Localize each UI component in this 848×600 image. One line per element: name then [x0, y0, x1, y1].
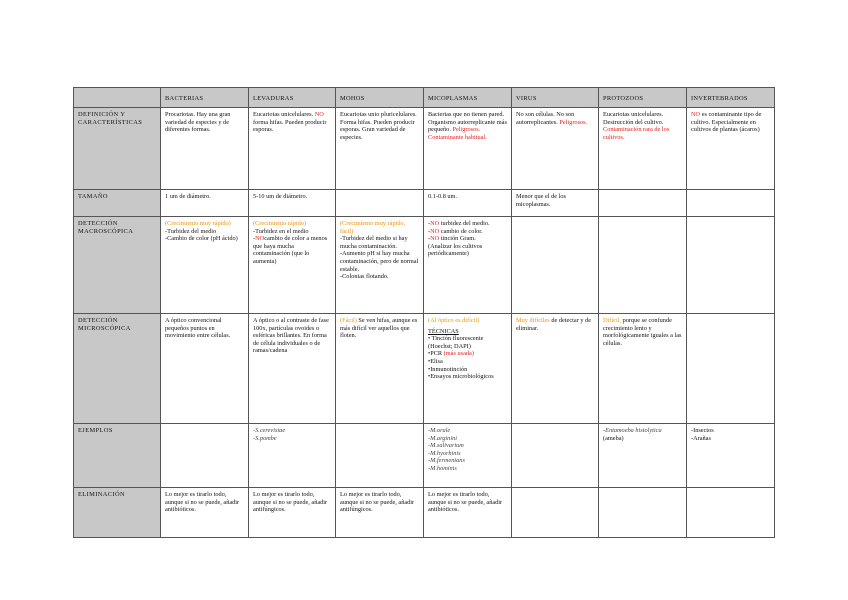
cell-tamano-protozoos	[599, 190, 687, 217]
cell-ejemplos-invertebrados	[687, 424, 775, 488]
cell-tamano-bacterias: 1 um de diámetro.	[161, 190, 249, 217]
macro-micoplasmas-no-3: NO	[430, 235, 440, 243]
macro-bacterias-note: (Crecimiento muy rápido)	[165, 220, 231, 227]
micro-micoplasmas-line-2: •PCR	[428, 350, 443, 358]
ejemplo-protozoo-note: (ameba)	[603, 434, 624, 442]
micro-virus-note: Muy difíciles	[516, 317, 550, 324]
definicion-levaduras-text-2: forma hifas. Pueden producir esporas.	[253, 118, 327, 134]
macro-mohos-line-2: -Aumento pH si hay mucha contaminación, pero de normal estable.	[340, 250, 419, 273]
macro-levaduras-note: (Crecimiento rápido)	[253, 220, 306, 227]
cell-ejemplos-levaduras	[249, 424, 336, 488]
row-label-micro: DETECCIÓN MICROSCÓPICA	[74, 314, 161, 424]
definicion-protozoos-warning: Contaminación rara de los cultivos.	[603, 126, 670, 141]
cell-tamano-virus: Menor que el de los micoplasmas.	[512, 190, 599, 217]
micro-micoplasmas-line-5: •Ensayos microbiológicos	[428, 373, 494, 381]
row-label-definicion: DEFINICIÓN Y CARACTERÍSTICAS	[74, 108, 161, 190]
cell-micro-micoplasmas	[424, 314, 512, 424]
ejemplo-micoplasma-3: -M.salivarium	[428, 442, 464, 450]
macro-levaduras-line-2: cambio de color a menos que haya mucha contaminación (que lo aumenta)	[253, 235, 328, 265]
macro-micoplasmas-line-4: (Analizar los cultivos periódicamente)	[428, 242, 483, 258]
cell-definicion-protozoos	[599, 108, 687, 190]
cell-micro-virus	[512, 314, 599, 424]
cell-ejemplos-mohos	[336, 424, 424, 488]
ejemplo-micoplasma-1: -M.orale	[428, 427, 451, 434]
header-protozoos: PROTOZOOS	[599, 88, 687, 108]
definicion-invertebrados-no: NO	[691, 111, 701, 118]
micro-protozoos-note: Difícil,	[603, 317, 622, 324]
cell-macro-protozoos	[599, 217, 687, 314]
cell-eliminacion-bacterias: Lo mejor es tirarlo todo, aunque si no se puede, añadir antibióticos.	[161, 488, 249, 538]
cell-micro-protozoos	[599, 314, 687, 424]
cell-definicion-levaduras	[249, 108, 336, 190]
definicion-levaduras-no: NO	[314, 111, 324, 118]
macro-micoplasmas-line-3: tinción Gram.	[440, 235, 476, 243]
cell-ejemplos-micoplasmas	[424, 424, 512, 488]
ejemplo-invertebrado-1: -Insectos	[691, 427, 714, 434]
micro-protozoos-text: porque se confunde crecimiento lento y morfológicamente iguales a las células.	[603, 317, 682, 347]
cell-macro-levaduras: (Crecimiento rápido) -Turbidez en el medio -NOcambio de color a menos que haya mucha contaminación (que lo aumenta)	[249, 217, 336, 314]
cell-macro-mohos	[336, 217, 424, 314]
cell-macro-invertebrados	[687, 217, 775, 314]
cell-tamano-invertebrados	[687, 190, 775, 217]
ejemplo-levadura-2: -S.pombe	[253, 434, 277, 442]
micro-mohos-note: (Fácil)	[340, 317, 357, 324]
row-macro	[74, 217, 775, 314]
cell-definicion-bacterias: Procariotas. Hay una gran variedad de especies y de diferentes formas.	[161, 108, 249, 190]
definicion-protozoos-text: Eucariotas unicelulares. Destrucción del cultivo.	[603, 111, 664, 126]
macro-bacterias-line-2: -Cambio de color (pH ácido)	[165, 235, 238, 243]
cell-eliminacion-levaduras: Lo mejor es tirarlo todo, aunque si no se puede, añadir antifúngicos.	[249, 488, 336, 538]
row-eliminacion	[74, 488, 775, 538]
definicion-invertebrados-text: es contaminante tipo de cultivo. Especialmente en cultivos de plantas (ácaros)	[691, 111, 762, 134]
macro-mohos-line-3: -Colonias flotando.	[340, 273, 389, 281]
cell-eliminacion-invertebrados	[687, 488, 775, 538]
micro-micoplasmas-line-3: •Elisa	[428, 357, 443, 365]
header-virus: VIRUS	[512, 88, 599, 108]
micro-micoplasmas-note: (Al óptico es difícil)	[428, 317, 480, 324]
row-label-macro: DETECCIÓN MACROSCÓPICA	[74, 217, 161, 314]
definicion-micoplasmas-warning: Peligrosos. Contaminante habitual.	[428, 126, 487, 141]
micro-mohos-text: Se ven hifas, aunque es más difícil ver aquellos que floten.	[340, 317, 418, 340]
macro-levaduras-line-1: -Turbidez en el medio	[253, 227, 309, 235]
cell-tamano-micoplasmas: 0.1-0.8 um.	[424, 190, 512, 217]
macro-bacterias-line-1: -Turbidez del medio	[165, 227, 217, 235]
cell-micro-bacterias: A óptico convencional pequeños puntos en movimiento entre células.	[161, 314, 249, 424]
macro-micoplasmas-no-2: NO	[430, 227, 440, 235]
ejemplo-levadura-1: -S.cerevisiae	[253, 427, 286, 434]
row-micro	[74, 314, 775, 424]
definicion-virus-warning: Peligrosos.	[559, 118, 588, 126]
cell-eliminacion-protozoos	[599, 488, 687, 538]
cell-definicion-mohos: Eucariotas unio pluricelulares. Forma hifas. Pueden producir esporas. Gran variedad de especies.	[336, 108, 424, 190]
contaminants-table	[73, 87, 775, 538]
header-bacterias: BACTERIAS	[161, 88, 249, 108]
cell-ejemplos-bacterias	[161, 424, 249, 488]
ejemplo-invertebrado-2: -Arañas	[691, 434, 711, 442]
cell-ejemplos-protozoos: -Entamoeba histolytica (ameba)	[599, 424, 687, 488]
cell-eliminacion-mohos: Lo mejor es tirarlo todo, aunque si no se puede, añadir antifúngicos.	[336, 488, 424, 538]
row-definicion	[74, 108, 775, 190]
ejemplo-micoplasma-5: -M.fermentans	[428, 457, 465, 465]
header-micoplasmas: MICOPLASMAS	[424, 88, 512, 108]
ejemplo-micoplasma-4: -M.hyorhinis	[428, 449, 461, 457]
ejemplo-protozoo-name: Entamoeba histolytica	[605, 427, 662, 434]
cell-definicion-micoplasmas	[424, 108, 512, 190]
header-mohos: MOHOS	[336, 88, 424, 108]
micro-micoplasmas-line-4: •Inmunotinción	[428, 365, 468, 373]
cell-tamano-levaduras: 5-10 um de diámetro.	[249, 190, 336, 217]
cell-macro-micoplasmas: -NO turbidez del medio. -NO cambio de color. -NO tinción Gram. (Analizar los cultivos periódicamente)	[424, 217, 512, 314]
macro-micoplasmas-line-1: turbidez del medio.	[440, 220, 490, 227]
definicion-virus-text: No son células. No son autorreplicantes.	[516, 111, 575, 126]
header-levaduras: LEVADURAS	[249, 88, 336, 108]
macro-levaduras-no: NO	[255, 235, 265, 243]
micro-virus-text: de detectar y de eliminar.	[516, 317, 592, 332]
cell-eliminacion-micoplasmas: Lo mejor es tirarlo todo, aunque si no se puede, añadir antibióticos.	[424, 488, 512, 538]
macro-mohos-line-1: -Turbidez del medio si hay mucha contaminación.	[340, 235, 408, 250]
macro-mohos-note: (Crecimiento muy rápido, fácil)	[340, 220, 406, 235]
row-label-eliminacion: ELIMINACIÓN	[74, 488, 161, 538]
header-corner	[74, 88, 161, 108]
cell-macro-virus	[512, 217, 599, 314]
micro-micoplasmas-line-1: • Tinción fluorescente (Hoechst; DAPI)	[428, 335, 484, 350]
row-tamano	[74, 190, 775, 217]
micro-micoplasmas-line-2-note: (más usada)	[443, 350, 474, 358]
row-label-ejemplos: EJEMPLOS	[74, 424, 161, 488]
cell-eliminacion-virus	[512, 488, 599, 538]
cell-micro-mohos	[336, 314, 424, 424]
cell-ejemplos-virus	[512, 424, 599, 488]
macro-micoplasmas-no-1: NO	[430, 220, 440, 227]
cell-tamano-mohos	[336, 190, 424, 217]
macro-micoplasmas-line-2: cambio de color.	[440, 227, 483, 235]
ejemplo-micoplasma-2: -M.arginini	[428, 434, 457, 442]
definicion-levaduras-text: Eucariotas unicelulares.	[253, 111, 314, 118]
cell-macro-bacterias	[161, 217, 249, 314]
header-row	[74, 88, 775, 108]
cell-micro-invertebrados	[687, 314, 775, 424]
header-invertebrados: INVERTEBRADOS	[687, 88, 775, 108]
ejemplo-micoplasma-6: -M.hominis	[428, 464, 457, 472]
row-label-tamano: TAMAÑO	[74, 190, 161, 217]
cell-micro-levaduras: A óptico o al contraste de fase 100x, partículas ovoides o esféricas brillantes. En forma de célula individuales o de ramas/cadena	[249, 314, 336, 424]
definicion-micoplasmas-text: Bacterias que no tienen pared. Organismo autorreplicante más pequeño.	[428, 111, 507, 134]
micro-micoplasmas-tecnicas: TÉCNICAS	[428, 327, 459, 335]
cell-definicion-invertebrados	[687, 108, 775, 190]
row-ejemplos	[74, 424, 775, 488]
cell-definicion-virus	[512, 108, 599, 190]
